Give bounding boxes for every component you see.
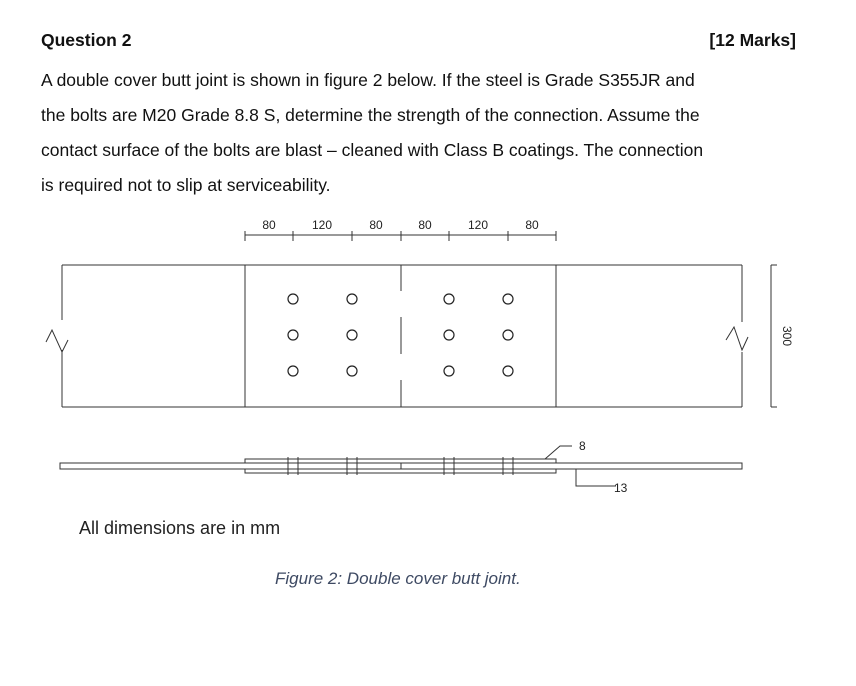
plate-edges <box>62 265 742 407</box>
bolt-hole <box>503 366 513 376</box>
question-line: contact surface of the bolts are blast – cleaned with Class B coatings. The connection <box>41 140 704 160</box>
bottom-cover-plate <box>245 469 556 473</box>
leader-cover-thickness <box>545 446 572 459</box>
question-line: the bolts are M20 Grade 8.8 S, determine the strength of the connection. Assume the <box>41 105 700 125</box>
break-line-right <box>726 327 748 350</box>
bolt-hole <box>347 294 357 304</box>
question-title: Question 2 <box>41 30 132 50</box>
bolt-hole <box>347 366 357 376</box>
question-marks: [12 Marks] <box>709 30 796 50</box>
dimension-label: 80 <box>525 218 539 232</box>
dimension-label: 80 <box>369 218 383 232</box>
dimension-label: 120 <box>311 218 333 232</box>
question-line: is required not to slip at serviceability. <box>41 175 331 195</box>
bolt-hole <box>444 366 454 376</box>
figure-caption: Figure 2: Double cover butt joint. <box>275 569 521 588</box>
bolt-hole <box>503 330 513 340</box>
top-cover-plate <box>245 459 556 463</box>
bolt-hole <box>347 330 357 340</box>
bolt-hole <box>288 366 298 376</box>
width-label: 300 <box>780 325 794 347</box>
dimension-label: 80 <box>418 218 432 232</box>
bolt-hole <box>503 294 513 304</box>
bolt-hole <box>444 294 454 304</box>
dimension-label: 120 <box>467 218 489 232</box>
leader-plate-thickness <box>576 469 616 486</box>
plate-thickness-label: 13 <box>614 481 628 495</box>
dimensions-note: All dimensions are in mm <box>79 518 281 538</box>
bolt-hole <box>288 294 298 304</box>
break-line-left <box>46 330 68 352</box>
cover-thickness-label: 8 <box>579 439 586 453</box>
dimension-label: 80 <box>262 218 276 232</box>
question-line: A double cover butt joint is shown in figure 2 below. If the steel is Grade S355JR and <box>41 70 695 90</box>
bolt-hole <box>444 330 454 340</box>
bolt-hole <box>288 330 298 340</box>
